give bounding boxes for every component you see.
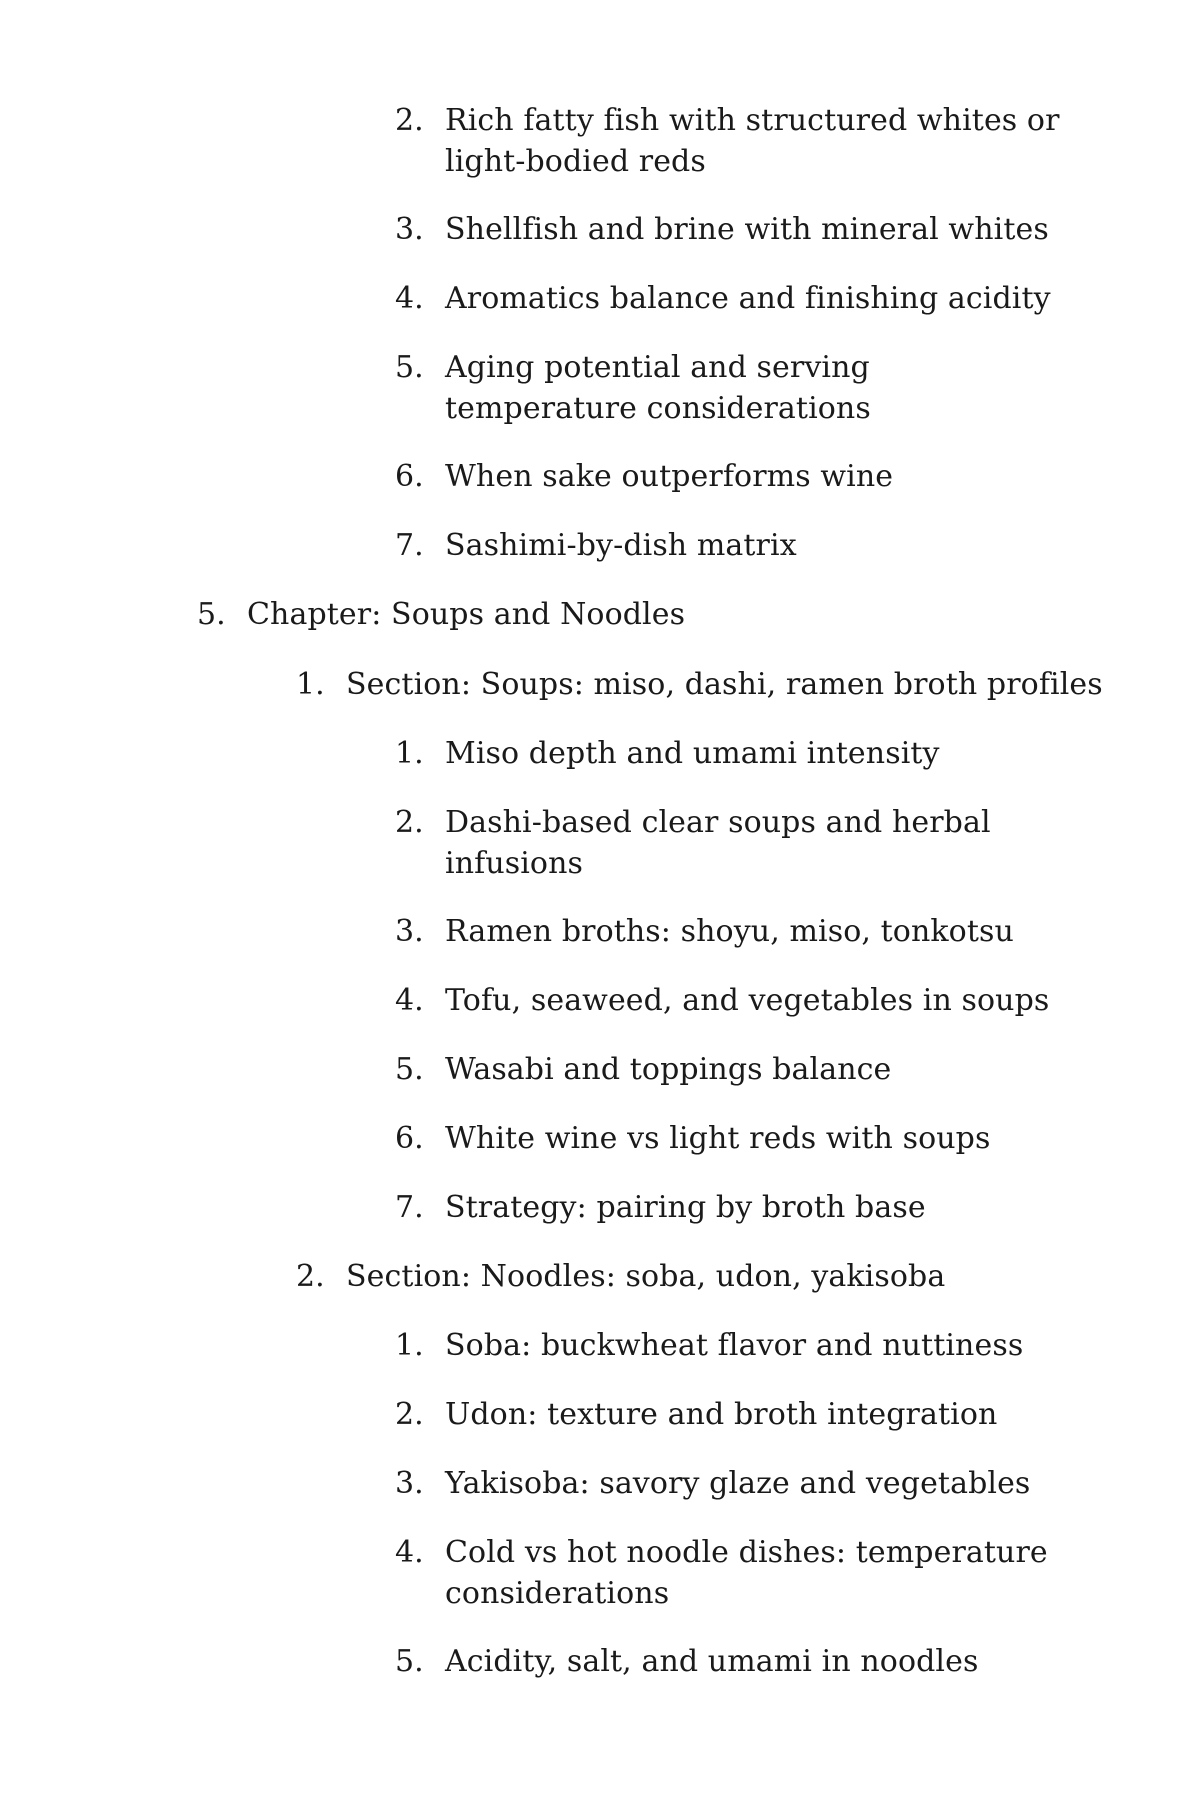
item-text: Aging potential and serving temperature considerations (445, 350, 871, 426)
item-number: 4. (395, 1535, 424, 1570)
item-text: Shellfish and brine with mineral whites (445, 212, 1049, 247)
list-item (395, 1641, 1070, 1682)
list-item (395, 1532, 1070, 1614)
item-text: Sashimi-by-dish matrix (445, 528, 797, 563)
item-number: 4. (395, 281, 424, 316)
list-item (395, 278, 1070, 319)
list-item (395, 911, 1070, 952)
list-item (395, 1049, 1070, 1090)
item-number: 6. (395, 459, 424, 494)
item-text: Udon: texture and broth integration (445, 1397, 998, 1432)
item-text: Tofu, seaweed, and vegetables in soups (445, 983, 1050, 1018)
item-text: Aromatics balance and finishing acidity (445, 281, 1051, 316)
item-number: 3. (395, 212, 424, 247)
item-number: 3. (395, 914, 424, 949)
item-text: Ramen broths: shoyu, miso, tonkotsu (445, 914, 1014, 949)
item-text: Dashi-based clear soups and herbal infusions (445, 805, 991, 881)
item-number: 2. (395, 103, 424, 138)
list-item (395, 209, 1070, 250)
item-text: Rich fatty fish with structured whites or light-bodied reds (445, 103, 1060, 179)
item-number: 2. (395, 805, 424, 840)
item-text: Strategy: pairing by broth base (445, 1190, 926, 1225)
item-text: Soba: buckwheat flavor and nuttiness (445, 1328, 1024, 1363)
section-number: 2. (296, 1259, 325, 1294)
list-item (395, 802, 1070, 884)
item-text: Cold vs hot noodle dishes: temperature considerations (445, 1535, 1048, 1611)
item-number: 1. (395, 1328, 424, 1363)
item-number: 7. (395, 528, 424, 563)
item-text: When sake outperforms wine (445, 459, 894, 494)
item-text: Yakisoba: savory glaze and vegetables (445, 1466, 1031, 1501)
item-number: 5. (395, 1644, 424, 1679)
list-item (395, 100, 1070, 182)
section-number: 1. (296, 667, 325, 702)
section-title: Section: Noodles: soba, udon, yakisoba (346, 1259, 946, 1294)
item-number: 2. (395, 1397, 424, 1432)
list-item (395, 980, 1070, 1021)
list-item (395, 1325, 1070, 1366)
list-item (395, 525, 1070, 566)
chapter-title: Chapter: Soups and Noodles (247, 597, 686, 632)
item-number: 5. (395, 1052, 424, 1087)
section-title: Section: Soups: miso, dashi, ramen broth profiles (346, 667, 1103, 702)
item-number: 6. (395, 1121, 424, 1156)
item-text: Miso depth and umami intensity (445, 736, 940, 771)
section-heading (296, 664, 1106, 705)
list-item (395, 347, 1070, 429)
section-heading (296, 1256, 1106, 1297)
list-item (395, 733, 1070, 774)
item-number: 7. (395, 1190, 424, 1225)
list-item (395, 456, 1070, 497)
item-number: 5. (395, 350, 424, 385)
item-text: White wine vs light reds with soups (445, 1121, 991, 1156)
item-number: 1. (395, 736, 424, 771)
chapter-heading (197, 594, 1047, 635)
list-item (395, 1187, 1070, 1228)
list-item (395, 1394, 1070, 1435)
item-number: 4. (395, 983, 424, 1018)
item-number: 3. (395, 1466, 424, 1501)
item-text: Acidity, salt, and umami in noodles (445, 1644, 979, 1679)
item-text: Wasabi and toppings balance (445, 1052, 892, 1087)
chapter-number: 5. (197, 597, 226, 632)
list-item (395, 1118, 1070, 1159)
list-item (395, 1463, 1070, 1504)
